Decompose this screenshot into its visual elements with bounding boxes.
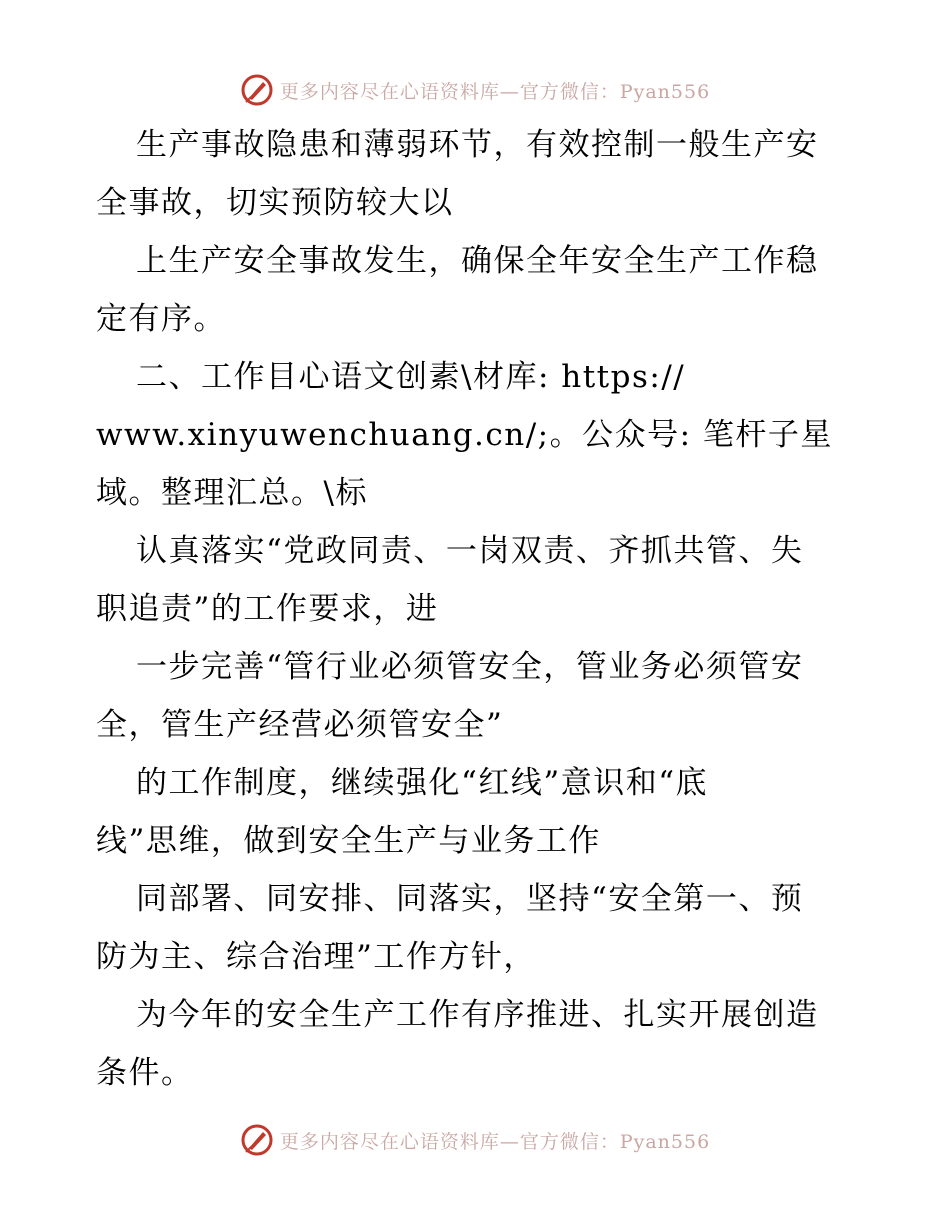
body-line: 生产事故隐患和薄弱环节，有效控制一般生产安 (136, 127, 819, 163)
body-line: 的工作制度，继续强化“红线”意识和“底 (136, 765, 709, 801)
quill-logo-icon (240, 1123, 274, 1157)
body-line: 定有序。 (96, 301, 226, 337)
body-line: 上生产安全事故发生，确保全年安全生产工作稳 (136, 243, 819, 279)
quill-logo-icon (240, 73, 274, 107)
body-line: 全，管生产经营必须管安全” (96, 707, 504, 743)
body-line: 防为主、综合治理”工作方针， (96, 939, 536, 975)
header-banner-text: 更多内容尽在心语资料库—官方微信：Pyan556 (279, 80, 711, 103)
section-heading: 二、工作目心语文创素\材库: https:// (136, 359, 686, 395)
body-line: 全事故，切实预防较大以 (96, 185, 454, 221)
body-line: www.xinyuwenchuang.cn/;。公众号: 笔杆子星 (96, 417, 833, 453)
body-line: 同部署、同安排、同落实，坚持“安全第一、预 (136, 881, 804, 917)
body-line: 认真落实“党政同责、一岗双责、齐抓共管、失 (136, 533, 804, 569)
body-line: 一步完善“管行业必须管安全，管业务必须管安 (136, 649, 804, 685)
body-line: 线”思维，做到安全生产与业务工作 (96, 823, 601, 859)
body-line: 条件。 (96, 1055, 194, 1091)
footer-banner (0, 1120, 950, 1160)
body-line: 为今年的安全生产工作有序推进、扎实开展创造 (136, 997, 819, 1033)
body-line: 域。整理汇总。\标 (96, 475, 368, 511)
body-line: 职追责”的工作要求，进 (96, 591, 439, 627)
footer-banner-text: 更多内容尽在心语资料库—官方微信：Pyan556 (279, 1130, 711, 1153)
document-body (96, 116, 866, 1102)
header-banner (0, 70, 950, 110)
